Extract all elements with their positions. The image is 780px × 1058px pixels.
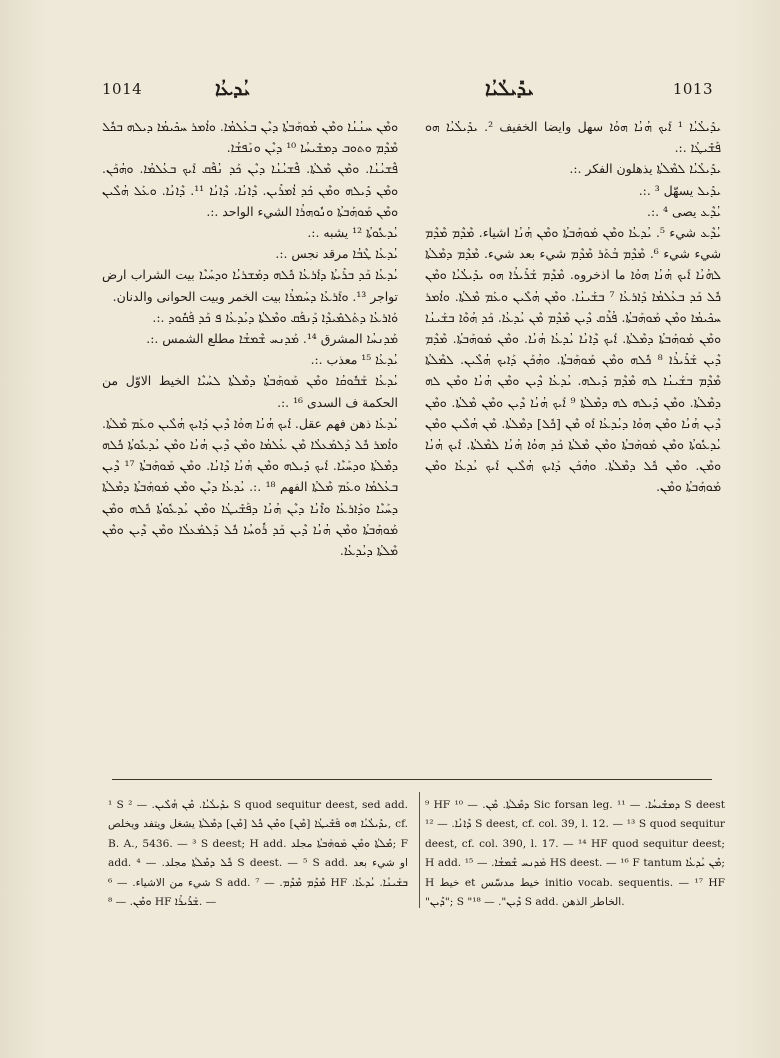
right-entry-5: ܝܳܕܶܥ شيء ⁵. ܝܳܕܥܳܐ ܘܡܶܢ ܡܰܘܗܰܒܬܳܐ ܘܡܶܢ ܗܳܢܳܐ اشياء. ܡܶܕܶܡ ܡܶܕܶܡ شيء شيء ⁶. ܡܶܕܶܡ ܒܳܬܰܪ ܡܶܕܶܡ شيء بعد شيء. ܡܶܕܶܡ ܕܡܶܠܬܳܐ ܠܗܳܢܳܐ ܐܰܝܟ ܗܳܢܳܐ ܗܘܳܐ ما اذخروه. ܡܶܕܶܡ ܫܰܪܺܝܪܳܐ ܗܘ ܝܕܺܝܠܳܝܳܐ ܘܡܶܢ ܟܽܠ ܟܰܕ ܒܥܳܠܡܳܐ ܕܰܐܪܥܳܐ ⁷ ܒܫܰܝܢܳܐ. ܘܡܶܢ ܗܳܠܶܝܢ ܘܥܰܡ ܡܶܠܬܳܐ. ܘܐܳܡܪ ܚܟܺܝܡܳܐ ܘܡܶܢ ܡܰܘܗܰܒܬܳܐ. ܦܳܪܶܩ ܕܶܝܢ ܡܶܕܶܡ ܡܶܢ ܝܳܕܥܳܐ. ܟܰܕ ܗܳܘܶܐ ܒܫܰܝܢܳܐ ܘܡܶܢ ܡܰܘܗܰܒܬܳܐ ܕܡܶܠܬܳܐ. ܐܰܝܟ ܕܶܐܢܳܐ ܝܳܕܥܳܐ ܗܳܢܳܐ. ܘܡܶܢ ܡܰܘܗܰܒܬܳܐ. ܡܶܕܶܡ ܕܶܝܢ ܫܰܪܺܝܪܳܐ ⁸ ܟܽܠܗ ܘܡܶܢ ܡܰܘܗܰܒܬܳܐ. ܘܗܳܟܰܢ ܕܰܐܝܟ ܗܳܠܶܝܢ. ܠܡܶܠܬܳܐ ܡܶܕܶܡ ܒܫܰܝܢܳܐ ܠܗ ܡܶܕܶܡ ܕܺܝܠܗ. ܝܳܕܥܳܐ ܕܶܝܢ ܘܡܶܢ ܗܳܢܳܐ ܘܡܶܢ ܠܗ ܕܡܶܠܬܳܐ. ܘܡܶܢ ܕܺܝܠܗ ܠܗ ܕܡܶܠܬܳܐ ⁹ ܐܰܝܟ ܗܳܢܳܐ ܕܶܝܢ ܘܡܶܢ ܡܶܠܬܳܐ. ܘܡܶܢ ܕܶܝܢ ܗܳܢܳܐ ܘܡܶܢ ܗܘܳܐ ܕܝܳܕܥܳܐ ܐܰܘ ܡܶܢ [ܟܽܠ] ܕܡܶܠܬܳܐ. ܡܶܢ ܗܳܠܶܝܢ ܘܡܶܢ ܝܳܕܥܽܘܬܳܐ ܘܡܶܢ ܡܰܘܗܰܒܬܳܐ ܘܡܶܢ ܡܶܠܬܳܐ ܟܰܕ ܗܘܳܐ ܗܳܢܳܐ ܠܡܶܠܬܳܐ. ܐܰܝܟ ܗܳܢܳܐ ܘܡܶܢ. ܘܡܶܢ ܟܽܠ ܕܡܶܠܬܳܐ. ܘܗܳܟܰܢ ܕܰܐܝܟ ܗܳܠܶܝܢ ܐܰܝܟ ܝܳܕܥܳܐ ܘܡܶܢ ܡܰܘܗܰܒܬܳܐ ܘܡܶܢ. — [425, 225, 722, 495]
left-column — [102, 116, 398, 561]
left-entry-6: ܘܰܐܪܥܳܐ ܕܬܰܠܡܺܝܕܶܐ ܕܰܢܦܰܩ ܘܡܶܠܬܳܐ ܕܝܳܕܥܳܐ ܦ ܟܰܕ ܦܰܩܽܘܕ .:. — [152, 309, 398, 325]
right-entry-2: ܝܕܺܝܠܳܝܳܐ ܠܡܶܠܬܳܐ يذهلون الفكر .:. — [569, 161, 721, 177]
right-entry-1: ܝܕܺܝܠܳܝܳܐ ¹ ܐܰܝܟ ܗܳܢܳܐ ܗܘܳܐ سهل وايضا الخفيف ². ܝܕܺܝܠܳܝܳܐ ܗܘ ܦܰܫܺܝܛܳܐ .:. — [425, 119, 721, 156]
right-running-head: ܝܕܺܝܠܳܝܳܐ — [485, 78, 534, 100]
left-entry-5: ܝܳܕܥܳܐ ܟܰܕ ܒܪܺܝܬܳܐ ܕܐܰܪܥܳܐ ܟܽܠܗ ܕܡܰܫܪܝܳܐ ܘܕܚܰܝܶܐ بيت الشراب ارض تواجر ¹³. ܘܐܰܪܥܳܐ ܕܚܰܡܪܳܐ بيت الخمر وبيت الحوانى والدنان. — [102, 267, 398, 304]
left-entry-2: ܦܶܫܝܳܢܳܐ. ܘܡܶܢ ܡܶܠܬܳܐ. ܦܶܫܝܳܢܳܐ ܕܝܶܢ ܟܰܕ ܢܳܦܶܩ ܐܰܝܟ ܒܥܳܠܡܳܐ. ܘܗܳܟܰܢ. ܘܡܶܢ ܕܺܝܠܗ ܘܡܶܢ ܟܰܕ ܐܳܡܪܺܝܢ. ܕܶܐܢܳܐ. ܕܶܐܢܳܐ ¹¹. ܕܶܐܢܳܐ. ܘܥܰܠ ܗܳܠܶܝܢ ܘܡܶܢ ܡܰܘܗܰܒܬܳܐ ܘܢܽܘܗܪܳܐ الشيء الواحد .:. — [102, 161, 399, 219]
page-header — [100, 78, 715, 108]
right-column — [425, 116, 721, 498]
left-entry-4: ܝܳܕܥܳܐ ܛܶܒܳܐ مرقد نجس .:. — [275, 246, 398, 262]
left-entry-9: ܝܳܕܥܳܐ ܫܰܒܽܘܩܳܐ ܘܡܶܢ ܡܰܘܗܰܒܬܳܐ ܕܡܶܠܬܳܐ ܠܚܰܝܶܐ الخيط الاوّل من الحكمة ف السدى ¹⁶ .:. — [102, 373, 398, 410]
footnotes-left — [108, 796, 408, 912]
left-entry-10: ܝܳܕܥܳܐ ذهن فهم عقل. ܐܰܝܟ ܗܳܢܳܐ ܗܘܳܐ ܕܶܝܢ ܕܰܐܝܟ ܗܳܠܶܝܢ ܘܥܰܡ ܡܶܠܬܳܐ. ܘܐܳܡܪ ܟܽܠ ܕܰܠܡܰܥܠܳܐ ܡܶܢ ܥܳܠܡܳܐ ܘܡܶܢ ܕܶܝܢ ܗܳܢܳܐ ܘܡܶܢ ܝܳܕܥܽܘܬܳܐ ܟܽܠܗ ܕܡܶܠܬܳܐ ܘܕܚܰܝܶܐ. ܐܰܝܟ ܕܺܝܠܗ ܘܡܶܢ ܗܳܢܳܐ ܕܶܐܢܳܐ. ܘܡܶܢ ܡܰܘܗܰܒܬܳܐ ¹⁷ ܕܶܝܢ ܒܥܳܠܡܳܐ ܘܥܰܡ ܡܶܠܬܳܐ الفهم ¹⁸ .:. ܝܳܕܥܳܐ ܕܝܶܢ ܘܡܶܢ ܡܰܘܗܰܒܬܳܐ ܕܡܶܠܬܳܐ ܕܚܰܝܶܐ ܘܕܰܐܪܥܳܐ ܘܐܶܢܳܐ ܕܝܶܢ ܗܳܢܳܐ ܕܦܰܫܺܝܛܳܐ ܘܡܶܢ ܝܳܕܥܽܘܬܳܐ ܟܽܠܗ ܘܡܶܢ ܡܰܘܗܰܒܬܳܐ ܘܡܶܢ ܗܳܢܳܐ ܕܶܝܢ ܟܰܕ ܪܽܘܚܳܐ ܟܽܠ ܕܰܠܡܰܥܠܳܐ ܘܡܶܢ ܕܶܝܢ ܘܡܶܢ ܡܶܠܬܳܐ ܕܝܳܕܥܳܐ. — [102, 415, 398, 559]
footnote-block-right: ⁹ HF ܕܡܶܠܬܳܐ. ܡܶܢ. — ¹⁰ Sic forsan leg. ܕܡܫܺܝܚܳܐ. — ¹¹ S deest ܕܶܐܢܳܐ. — ¹² S deest, cf. col. 39, l. 12. — ¹³ S quod sequitur deest, cf. col. 390, l. 17. — ¹⁴ HF quod sequitur deest; H add. ܡܰܕܢܚ ܫܶܡܫܳܐ. — ¹⁵ HS deest. — ¹⁶ F tantum ܡܶܢ ܝܳܕܥܳܐ; H خيط et خيط مدسّس initio vocab. sequentis. — ¹⁷ HF "ܕܶܝܢ"; S "ܕܶܝܢ". — ¹⁸ S add. الخاطر الذهن. — [425, 799, 725, 909]
left-entry-8: ܝܳܕܥܳܐ ¹⁵ معذب .:. — [310, 352, 398, 368]
left-entry-1: ܘܡܶܢ ܚܢܳܢܳܐ ܘܡܶܢ ܡܳܘܗܰܒܬܳܐ ܕܝܶܢ ܒܥܳܠܡܳܐ. ܘܐܳܡܪ ܚܟܺܝܡܳܐ ܕܝܠܗ ܒܟܽܠ ܡܶܕܶܡ ܘܬܘܒ ܕܡܫܺܝܚܳܐ ¹⁰ ܕܝܶܢ ܘܢܰܦܫܳܐ. — [102, 119, 398, 156]
left-running-head: ܝܳܕܥܳܐ — [215, 78, 251, 100]
footnote-column-separator — [419, 792, 420, 908]
right-entry-3: ܝܕܺܝܠ يسهّل ³ .:. — [638, 182, 721, 198]
footnote-divider — [112, 779, 712, 780]
footnotes-right — [425, 796, 725, 912]
right-page-number: 1013 — [672, 80, 713, 98]
left-page-number: 1014 — [102, 80, 143, 98]
left-entry-3: ܝܳܕܥܽܘܬܳܐ ¹² يشبه .:. — [307, 225, 398, 241]
footnote-block-left: ¹ S ܝܕܺܝܠܳܝܳܐ. ܡܶܢ ܗܳܠܶܝܢ. — ² S quod sequitur deest, sed add. ܝܕܺܝܠܳܝܳܐ ܗܘ ܦܰܫܺܝܛܳܐ [ܡܶܢ] ܘܡܶܢ ܟܽܠ [ܡܶܢ] ܕܡܶܠܬܳܐ يشغل ويتفد ويخلص, cf. B. A., 5436. — ³ S deest; H add. ܡܶܠܬܳܐ ܘܡܶܢ ܡܰܘܗܰܒܬܳܐ مجلد; F add. ܟܽܠ ܕܡܶܠܬܳܐ مجلد. — ⁴ S deest. — ⁵ S add. او شيء بعد شيء من الاشياء. — ⁶ S add. ܡܶܕܶܡ ܡܶܕܶܡ. — ⁷ HF ܒܫܰܝܢܳܐ. ܝܳܕܥܳܐ. ܘܡܶܢ. — ⁸ HF ܫܰܪܺܝܪܳܐ. — — [108, 799, 409, 909]
left-entry-7: ܡܰܕܢܚܳܐ المشرق ¹⁴. ܡܰܕܢܚ ܫܶܡܫܳܐ مطلع الشمس .:. — [146, 331, 398, 347]
right-entry-4: ܝܳܕܶܥ يصى ⁴ .:. — [647, 203, 721, 219]
